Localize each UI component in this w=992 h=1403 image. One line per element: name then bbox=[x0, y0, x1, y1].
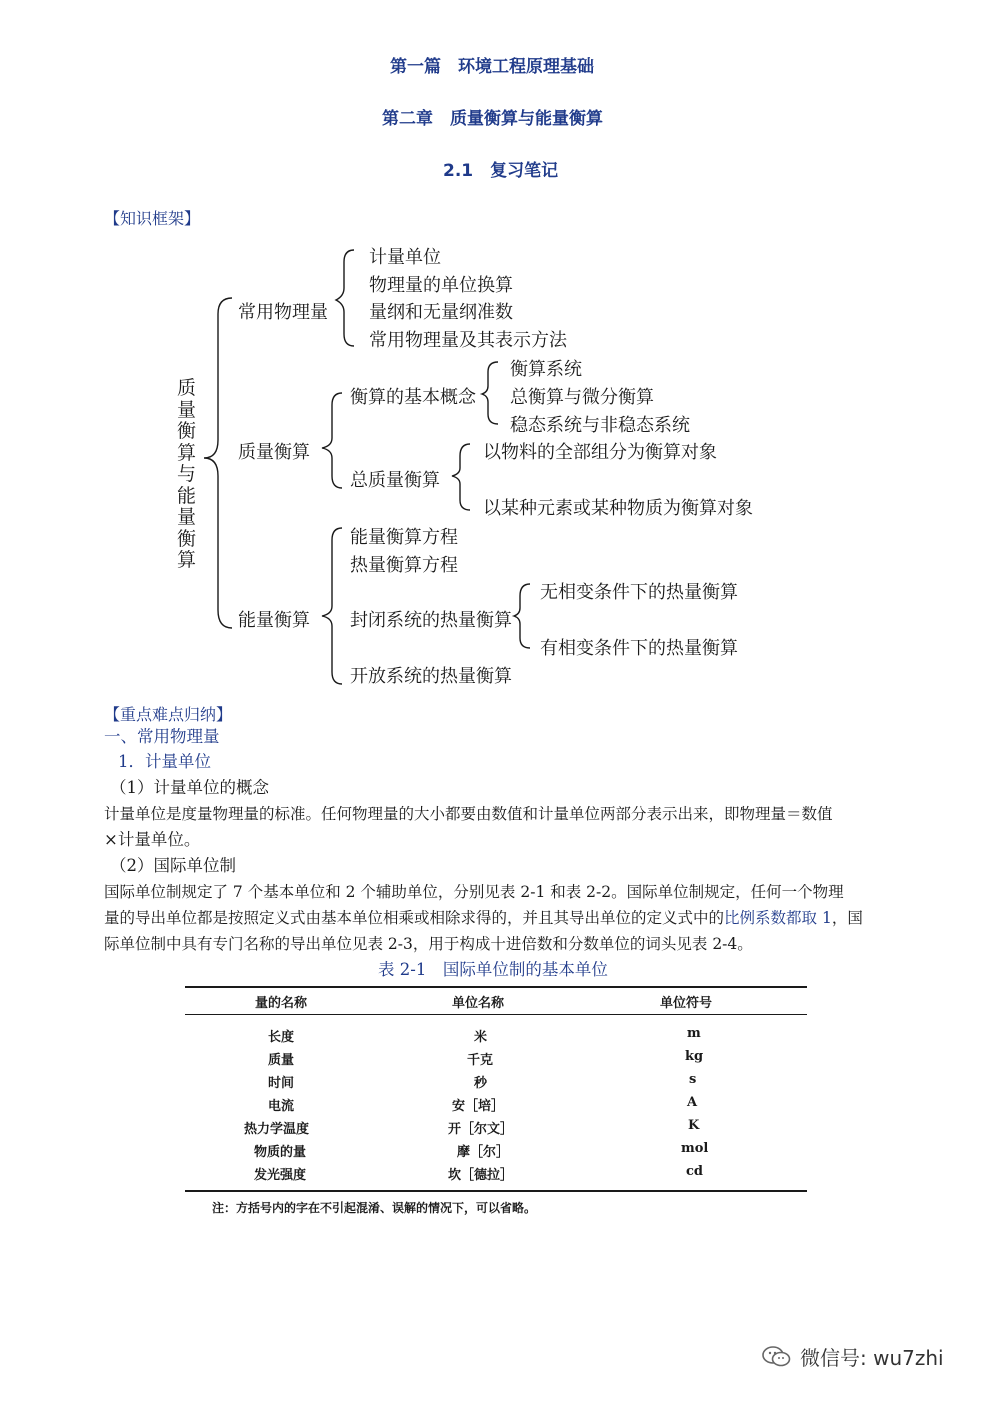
table-cell: 开［尔文］ bbox=[448, 1122, 514, 1137]
leaf: 热量衡算方程 bbox=[350, 555, 458, 576]
table-header-rule bbox=[185, 1014, 807, 1015]
leaf: 有相变条件下的热量衡算 bbox=[540, 638, 738, 659]
leaf: 总衡算与微分衡算 bbox=[510, 387, 654, 408]
leaf: 衡算系统 bbox=[510, 359, 582, 380]
table-cell: 发光强度 bbox=[254, 1168, 307, 1183]
keypoints-label: 【重点难点归纳】 bbox=[104, 705, 233, 724]
table-cell: K bbox=[688, 1118, 700, 1133]
table-top-rule bbox=[185, 986, 807, 988]
table-caption: 表 2-1 国际单位制的基本单位 bbox=[378, 960, 608, 979]
framework-label: 【知识框架】 bbox=[104, 209, 201, 228]
table-cell: A bbox=[687, 1095, 698, 1110]
table-cell: 长度 bbox=[268, 1030, 295, 1045]
branch-mass-balance: 质量衡算 bbox=[238, 442, 310, 463]
sub-branch: 衡算的基本概念 bbox=[350, 387, 476, 408]
branch-energy-balance: 能量衡算 bbox=[238, 610, 310, 631]
table-cell: 安［培］ bbox=[452, 1099, 505, 1114]
paragraph-line: 际单位制中具有专门名称的导出单位见表 2-3，用于构成十进倍数和分数单位的词头见表 2-4。 bbox=[104, 935, 753, 953]
branch-common-quantities: 常用物理量 bbox=[238, 302, 328, 323]
leaf: 能量衡算方程 bbox=[350, 527, 458, 548]
table-cell: 坎［德拉］ bbox=[448, 1168, 514, 1183]
table-cell: kg bbox=[685, 1049, 704, 1064]
wechat-icon bbox=[762, 1345, 792, 1369]
table-cell: 电流 bbox=[268, 1099, 295, 1114]
table-cell: cd bbox=[686, 1164, 704, 1179]
heading-3: （2）国际单位制 bbox=[110, 856, 236, 875]
table-cell: 秒 bbox=[474, 1076, 488, 1091]
table-cell: 质量 bbox=[268, 1053, 295, 1068]
paragraph-line: ×计量单位。 bbox=[104, 830, 201, 849]
leaf: 稳态系统与非稳态系统 bbox=[510, 415, 690, 436]
footer-wechat-id: 微信号: wu7zhi bbox=[800, 1346, 944, 1370]
leaf: 计量单位 bbox=[369, 247, 441, 268]
table-cell: 摩［尔］ bbox=[457, 1145, 510, 1160]
leaf: 以某种元素或某种物质为衡算对象 bbox=[483, 498, 753, 519]
table-header: 单位名称 bbox=[452, 996, 505, 1011]
heading-1: 一、常用物理量 bbox=[104, 727, 220, 746]
leaf: 常用物理量及其表示方法 bbox=[369, 330, 567, 351]
table-cell: 米 bbox=[474, 1030, 488, 1045]
heading-3: （1）计量单位的概念 bbox=[110, 778, 269, 797]
leaf: 量纲和无量纲准数 bbox=[369, 302, 513, 323]
table-cell: mol bbox=[681, 1141, 709, 1156]
table-cell: s bbox=[689, 1072, 697, 1087]
table-cell: 热力学温度 bbox=[244, 1122, 310, 1137]
sub-branch: 封闭系统的热量衡算 bbox=[350, 610, 512, 631]
table-bottom-rule bbox=[185, 1190, 807, 1192]
table-note: 注：方括号内的字在不引起混淆、误解的情况下，可以省略。 bbox=[212, 1201, 537, 1215]
framework-root: 质量衡算与能量衡算 bbox=[177, 377, 197, 571]
leaf: 无相变条件下的热量衡算 bbox=[540, 582, 738, 603]
paragraph-segment: 量的导出单位都是按照定义式由基本单位相乘或相除求得的，并且其导出单位的定义式中的 bbox=[104, 909, 725, 927]
chapter-title: 第二章 质量衡算与能量衡算 bbox=[382, 109, 603, 129]
table-cell: m bbox=[687, 1026, 701, 1041]
paragraph-segment: ，国 bbox=[831, 909, 863, 927]
table-header: 量的名称 bbox=[255, 996, 308, 1011]
heading-2: 1．计量单位 bbox=[118, 752, 211, 771]
highlight-text: 比例系数都取 1 bbox=[724, 909, 832, 927]
paragraph-line: 计量单位是度量物理量的标准。任何物理量的大小都要由数值和计量单位两部分表示出来，即物理量＝数值 bbox=[104, 805, 833, 823]
paragraph-line: 国际单位制规定了 7 个基本单位和 2 个辅助单位，分别见表 2-1 和表 2-2。国际单位制规定，任何一个物理 bbox=[104, 883, 844, 901]
leaf: 物理量的单位换算 bbox=[369, 275, 513, 296]
part-title: 第一篇 环境工程原理基础 bbox=[390, 57, 594, 77]
footer bbox=[762, 1342, 944, 1371]
table-cell: 物质的量 bbox=[254, 1145, 307, 1160]
sub-branch: 总质量衡算 bbox=[350, 470, 440, 491]
table-header: 单位符号 bbox=[660, 996, 713, 1011]
leaf: 开放系统的热量衡算 bbox=[350, 666, 512, 687]
paragraph-line bbox=[104, 906, 863, 930]
table-cell: 时间 bbox=[268, 1076, 295, 1091]
table-cell: 千克 bbox=[467, 1053, 494, 1068]
leaf: 以物料的全部组分为衡算对象 bbox=[483, 442, 717, 463]
section-title: 2.1 复习笔记 bbox=[443, 161, 559, 181]
